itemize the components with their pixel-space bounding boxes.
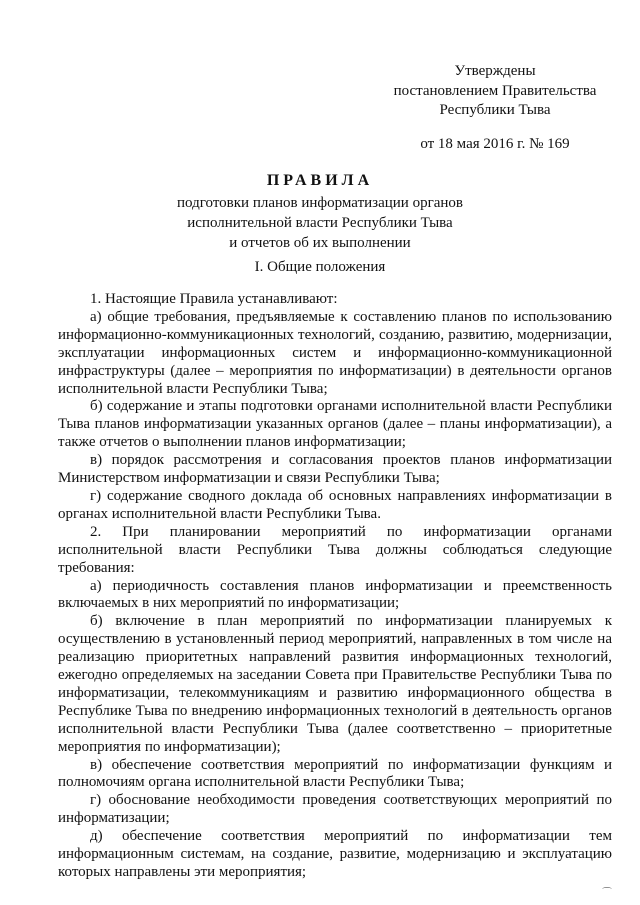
approval-line-3: Республики Тыва xyxy=(439,102,551,118)
document-title-block xyxy=(0,171,640,253)
paragraph: г) обоснование необходимости проведения соответствующих мероприятий по информатизации; xyxy=(58,792,612,827)
document-body xyxy=(58,291,612,882)
paragraph: 1. Настоящие Правила устанавливают: xyxy=(90,291,338,307)
paragraph: 2. При планировании мероприятий по информатизации органами исполнительной власти Республики Тыва должны соблюдаться следующие требования: xyxy=(58,523,612,576)
paragraph: б) содержание и этапы подготовки органами исполнительной власти Республики Тыва планов информатизации указанных органов (далее – планы информатизации), а также отчетов о выполнении планов информатизации; xyxy=(58,398,612,451)
approval-line-1: Утверждены xyxy=(454,63,536,79)
document-subtitle-line-2: исполнительной власти Республики Тыва xyxy=(187,215,453,231)
paragraph: д) обеспечение соответствия мероприятий по информатизации тем информационным системам, на создание, развитие, модернизацию и эксплуатацию которых направлены эти мероприятия; xyxy=(58,828,612,880)
approval-line-2: постановлением Правительства xyxy=(393,82,597,99)
paragraph: в) порядок рассмотрения и согласования проектов планов информатизации Министерством информатизации и связи Республики Тыва; xyxy=(58,452,612,487)
approval-stamp xyxy=(360,62,630,154)
paragraph: а) периодичность составления планов информатизации и преемственность включаемых в них мероприятий по информатизации; xyxy=(58,577,612,612)
document-subtitle-line-1: подготовки планов информатизации органов xyxy=(177,195,463,211)
scan-mark: ⌒ xyxy=(602,888,612,899)
section-heading: I. Общие положения xyxy=(254,259,386,275)
paragraph: а) общие требования, предъявляемые к составлению планов по использованию информационно-коммуникационных технологий, созданию, развитию, модернизации, эксплуатации информационных систем и информационно-коммуникационной инфраструктуры (далее – мероприятия по информатизации) в деятельности органов исполнительной власти Республики Тыва; xyxy=(58,308,612,397)
paragraph: г) содержание сводного доклада об основных направлениях информатизации в органах исполнительной власти Республики Тыва. xyxy=(58,487,612,522)
approval-date: от 18 мая 2016 г. № 169 xyxy=(420,135,570,152)
document-subtitle-line-3: и отчетов об их выполнении xyxy=(229,235,411,251)
paragraph: б) включение в план мероприятий по информатизации планируемых к осуществлению в установленный период мероприятий, направленных в том числе на реализацию приоритетных направлений развития информационных технологий, ежегодно определяемых на заседании Совета при Правительстве Республики Тыва по информатизации, телекоммуникациям и развитию информационного общества в Республике Тыва по внедрению информационных технологий в деятельность органов исполнительной власти Республики Тыва (далее соответственно – приоритетные мероприятия по информатизации); xyxy=(58,613,612,755)
paragraph: в) обеспечение соответствия мероприятий по информатизации функциям и полномочиям органа исполнительной власти Республики Тыва; xyxy=(58,756,612,791)
document-title: ПРАВИЛА xyxy=(266,172,374,189)
